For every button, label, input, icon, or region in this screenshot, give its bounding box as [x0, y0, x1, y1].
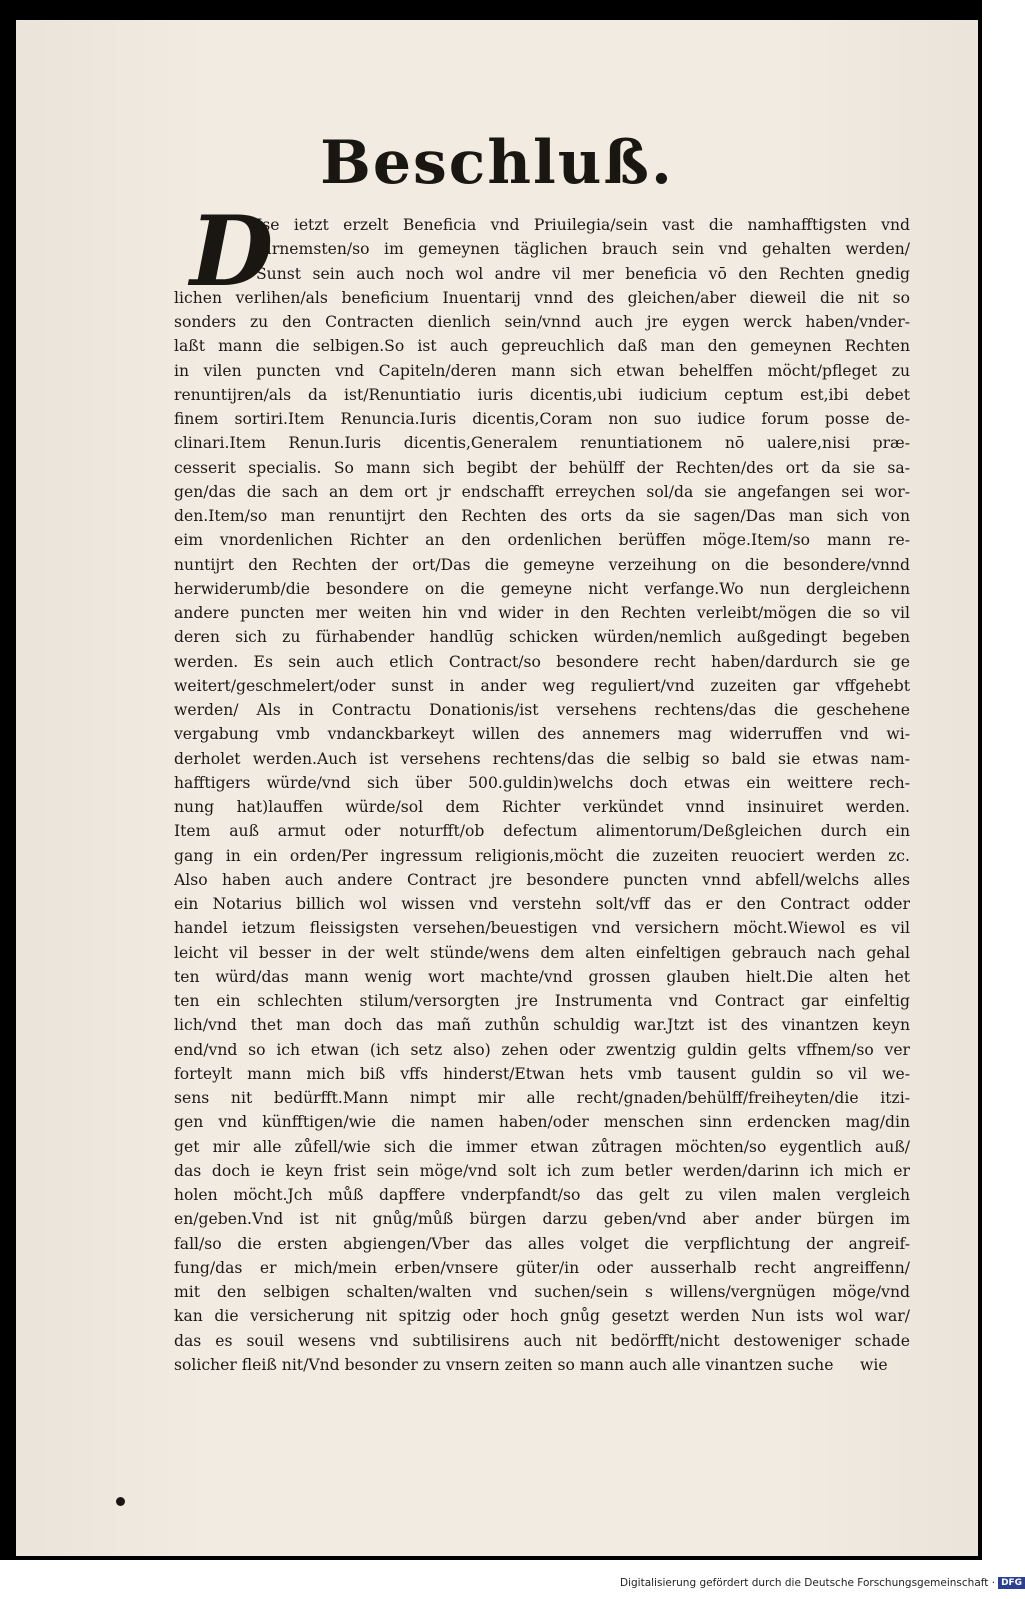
text-line: cesserit specialis. So mann sich begibt der behülff der Rechten/des ort da sie sa- [174, 458, 910, 477]
text-line: handel ietzum fleissigsten versehen/beuestigen vnd versichern möcht.Wiewol es vil [174, 919, 910, 938]
text-line: in vilen puncten vnd Capiteln/deren mann sich etwan behelffen möcht/pfleget zu [174, 361, 910, 380]
text-line: solicher fleiß nit/Vnd besonder zu vnsern zeiten so mann auch alle vinantzen suche [174, 1355, 834, 1374]
text-line: gen vnd künfftigen/wie die namen haben/oder menschen sinn erdencken mag/din [174, 1113, 910, 1132]
text-line: fürnemsten/so im gemeynen täglichen brauch sein vnd gehalten werden/ [256, 240, 910, 259]
text-line: das es souil wesens vnd subtilisirens auch nit bedörfft/nicht destoweniger schade [174, 1331, 910, 1350]
text-line: holen möcht.Jch můß dapffere vnderpfandt/so das gelt zu vilen malen vergleich [174, 1186, 910, 1204]
text-line: deren sich zu fürhabender handlūg schicken würden/nemlich außgedingt begeben [174, 628, 910, 647]
text-line: herwiderumb/die besondere on die gemeyne nicht verfange.Wo nun dergleichenn [174, 579, 910, 598]
text-line: gen/das die sach an dem ort jr endschafft erreychen sol/da sie angefangen sei wor- [174, 482, 910, 501]
text-line: en/geben.Vnd ist nit gnůg/můß bürgen darzu geben/vnd aber ander bürgen im [174, 1210, 910, 1229]
text-line: den.Item/so man renuntijrt den Rechten des orts da sie sagen/Das man sich von [174, 507, 910, 525]
text-line: lich/vnd thet man doch das mañ zuthůn schuldig war.Jtzt ist des vinantzen keyn [174, 1016, 910, 1035]
text-line: hafftigers würde/vnd sich über 500.guldin)welchs doch etwas ein weittere rech- [174, 773, 910, 792]
text-line: end/vnd so ich etwan (ich setz also) zehen oder zwentzig guldin gelts vffnem/so ver [174, 1040, 910, 1059]
text-line: fall/so die ersten abgiengen/Vber das alles volget die verpflichtung der angreif- [174, 1234, 910, 1253]
text-line: forteylt mann mich biß vffs hinderst/Etwan hets vmb tausent guldin so vil we- [174, 1064, 910, 1083]
text-line: laßt mann die selbigen.So ist auch gepreuchlich daß man den gemeynen Rechten [174, 337, 910, 356]
text-line: finem sortiri.Item Renuncia.Iuris dicentis,Coram non suo iudice forum posse de- [174, 410, 910, 428]
text-line: fung/das er mich/mein erben/vnsere güter/in oder ausserhalb recht angreiffenn/ [174, 1258, 910, 1277]
text-line: ten ein schlechten stilum/versorgten jre Instrumenta vnd Contract gar einfeltig [174, 992, 910, 1010]
text-line: Item auß armut oder noturfft/ob defectum alimentorum/Deßgleichen durch ein [174, 822, 910, 841]
text-line: ten würd/das mann wenig wort machte/vnd grossen glauben hielt.Die alten het [174, 967, 910, 986]
text-line: sonders zu den Contracten dienlich sein/vnnd auch jre eygen werck haben/vnder- [174, 313, 910, 331]
text-line: werden. Es sein auch etlich Contract/so besondere recht haben/dardurch sie ge [174, 652, 910, 671]
footer-text: Digitalisierung gefördert durch die Deutsche Forschungsgemeinschaft · [620, 1577, 996, 1589]
drop-initial: D [190, 195, 274, 308]
text-line: leicht vil besser in der welt stünde/wens dem alten einfeltigen gebrauch nach gehal [174, 943, 910, 962]
text-line: nung hat)lauffen würde/sol dem Richter verkündet vnnd insinuiret werden. [174, 798, 910, 816]
text-line: lichen verlihen/als beneficium Inuentarij vnnd des gleichen/aber dieweil die nit so [174, 288, 910, 307]
text-line: Also haben auch andere Contract jre besondere puncten vnnd abfell/welchs alles [174, 870, 910, 889]
text-line: sens nit bedürfft.Mann nimpt mir alle recht/gnaden/behülff/freiheyten/die itzi- [174, 1089, 910, 1107]
text-line: das doch ie keyn frist sein möge/vnd solt ich zum betler werden/darinn ich mich er [174, 1161, 910, 1180]
text-line: andere puncten mer weiten hin vnd wider in den Rechten verleibt/mögen die so vil [174, 604, 910, 622]
text-line: vergabung vmb vndanckbarkeyt willen des annemers mag widerruffen vnd wi- [174, 725, 910, 744]
dfg-logo: DFG [998, 1577, 1025, 1589]
text-line: derholet werden.Auch ist versehens rechtens/das die selbig so bald sie etwas nam- [174, 749, 910, 768]
text-line: eim vnordenlichen Richter an den ordenlichen berüffen möge.Item/so mann re- [174, 531, 910, 550]
text-line: werden/ Als in Contractu Donationis/ist versehens rechtens/das die geschehene [174, 701, 910, 719]
page-heading: Beschluß. [320, 128, 674, 198]
text-line: kan die versicherung nit spitzig oder hoch gnůg gesetzt werden Nun ists wol war/ [174, 1307, 910, 1326]
text-line: Sunst sein auch noch wol andre vil mer beneficia vō den Rechten gnedig [256, 264, 910, 283]
text-line: gang in ein orden/Per ingressum religionis,möcht die zuzeiten reuociert werden zc. [174, 846, 910, 865]
text-line: ein Notarius billich wol wissen vnd verstehn solt/vff das er den Contract odder [174, 895, 910, 913]
text-line: mit den selbigen schalten/walten vnd suchen/sein s willens/vergnügen möge/vnd [174, 1283, 910, 1301]
text-line: renuntijren/als da ist/Renuntiatio iuris dicentis,ubi iudicium ceptum est,ibi debet [174, 385, 910, 404]
text-line: get mir alle zůfell/wie sich die immer etwan zůtragen möchten/so eygentlich auß/ [174, 1137, 910, 1156]
text-line: nuntijrt den Rechten der ort/Das die gemeyne verzeihung on die besondere/vnnd [174, 555, 910, 574]
footer-credit [620, 1577, 1025, 1589]
page-mark-dot [116, 1497, 125, 1506]
catchword: wie [860, 1356, 888, 1374]
body-text [174, 213, 910, 1377]
text-line: Jse ietzt erzelt Beneficia vnd Priuilegia/sein vast die namhafftigsten vnd [256, 216, 910, 234]
text-line: weitert/geschmelert/oder sunst in ander weg reguliert/vnd zuzeiten gar vffgehebt [174, 676, 910, 695]
text-line: clinari.Item Renun.Iuris dicentis,Generalem renuntiationem nō ualere,nisi præ- [174, 434, 910, 453]
